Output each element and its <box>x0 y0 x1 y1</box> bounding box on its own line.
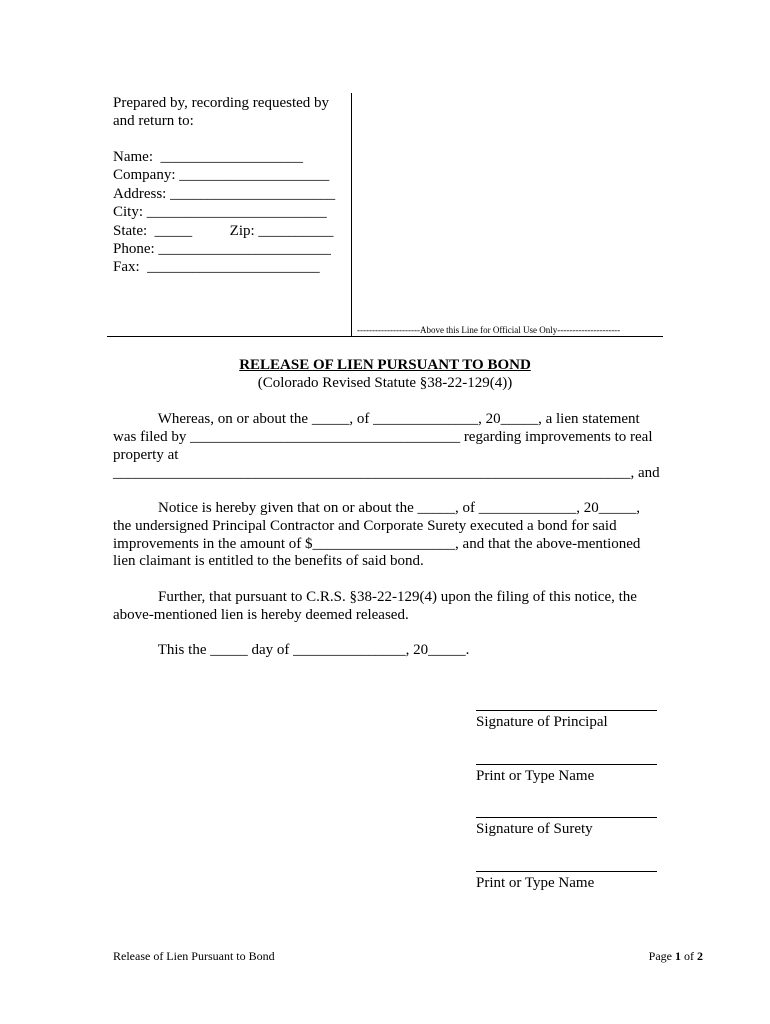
paragraph-line: lien claimant is entitled to the benefits of said bond. <box>113 553 424 569</box>
prepared-by-line-1: Prepared by, recording requested by <box>113 95 330 111</box>
prepared-by-line-2: and return to: <box>113 113 194 129</box>
paragraph-line: property at <box>113 447 179 463</box>
fax-field: Fax: _______________________ <box>113 259 320 275</box>
paragraph-line: Whereas, on or about the _____, of ______________, 20_____, a lien statement <box>113 411 640 427</box>
header-vertical-divider <box>351 93 352 337</box>
state-zip-field: State: _____ Zip: __________ <box>113 223 334 239</box>
city-field: City: ________________________ <box>113 204 327 220</box>
principal-signature-line <box>476 710 657 711</box>
header-horizontal-divider <box>107 336 663 337</box>
name-field: Name: ___________________ <box>113 149 303 165</box>
official-use-line-text: ---------------------Above this Line for Official Use Only--------------------- <box>357 325 621 335</box>
surety-signature-line <box>476 817 657 818</box>
paragraph-line: above-mentioned lien is hereby deemed released. <box>113 607 409 623</box>
page-number <box>649 949 703 963</box>
paragraph-line: was filed by ____________________________________ regarding improvements to real <box>113 429 653 445</box>
page-total: 2 <box>697 949 703 963</box>
page-of: of <box>681 949 697 963</box>
principal-name-line <box>476 764 657 765</box>
surety-name-line <box>476 871 657 872</box>
paragraph-line: Notice is hereby given that on or about the _____, of _____________, 20_____, <box>113 500 641 516</box>
paragraph-line: the undersigned Principal Contractor and Corporate Surety executed a bond for said <box>113 518 617 534</box>
document-title: RELEASE OF LIEN PURSUANT TO BOND <box>239 357 531 373</box>
paragraph-line: improvements in the amount of $___________________, and that the above-mentioned <box>113 536 641 552</box>
principal-name-label: Print or Type Name <box>476 768 595 784</box>
phone-field: Phone: _______________________ <box>113 241 331 257</box>
principal-signature-label: Signature of Principal <box>476 714 608 730</box>
paragraph-line: _____________________________________________________________________, and <box>113 465 660 481</box>
document-subtitle: (Colorado Revised Statute §38-22-129(4)) <box>257 375 513 391</box>
paragraph-line: Further, that pursuant to C.R.S. §38-22-129(4) upon the filing of this notice, the <box>113 589 637 605</box>
page-prefix: Page <box>648 949 675 963</box>
surety-name-label: Print or Type Name <box>476 875 595 891</box>
address-field: Address: ______________________ <box>113 186 336 202</box>
footer-title: Release of Lien Pursuant to Bond <box>113 949 275 963</box>
surety-signature-label: Signature of Surety <box>476 821 593 837</box>
date-line: This the _____ day of _______________, 20_____. <box>113 642 470 658</box>
page-current: 1 <box>675 949 681 963</box>
company-field: Company: ____________________ <box>113 167 330 183</box>
